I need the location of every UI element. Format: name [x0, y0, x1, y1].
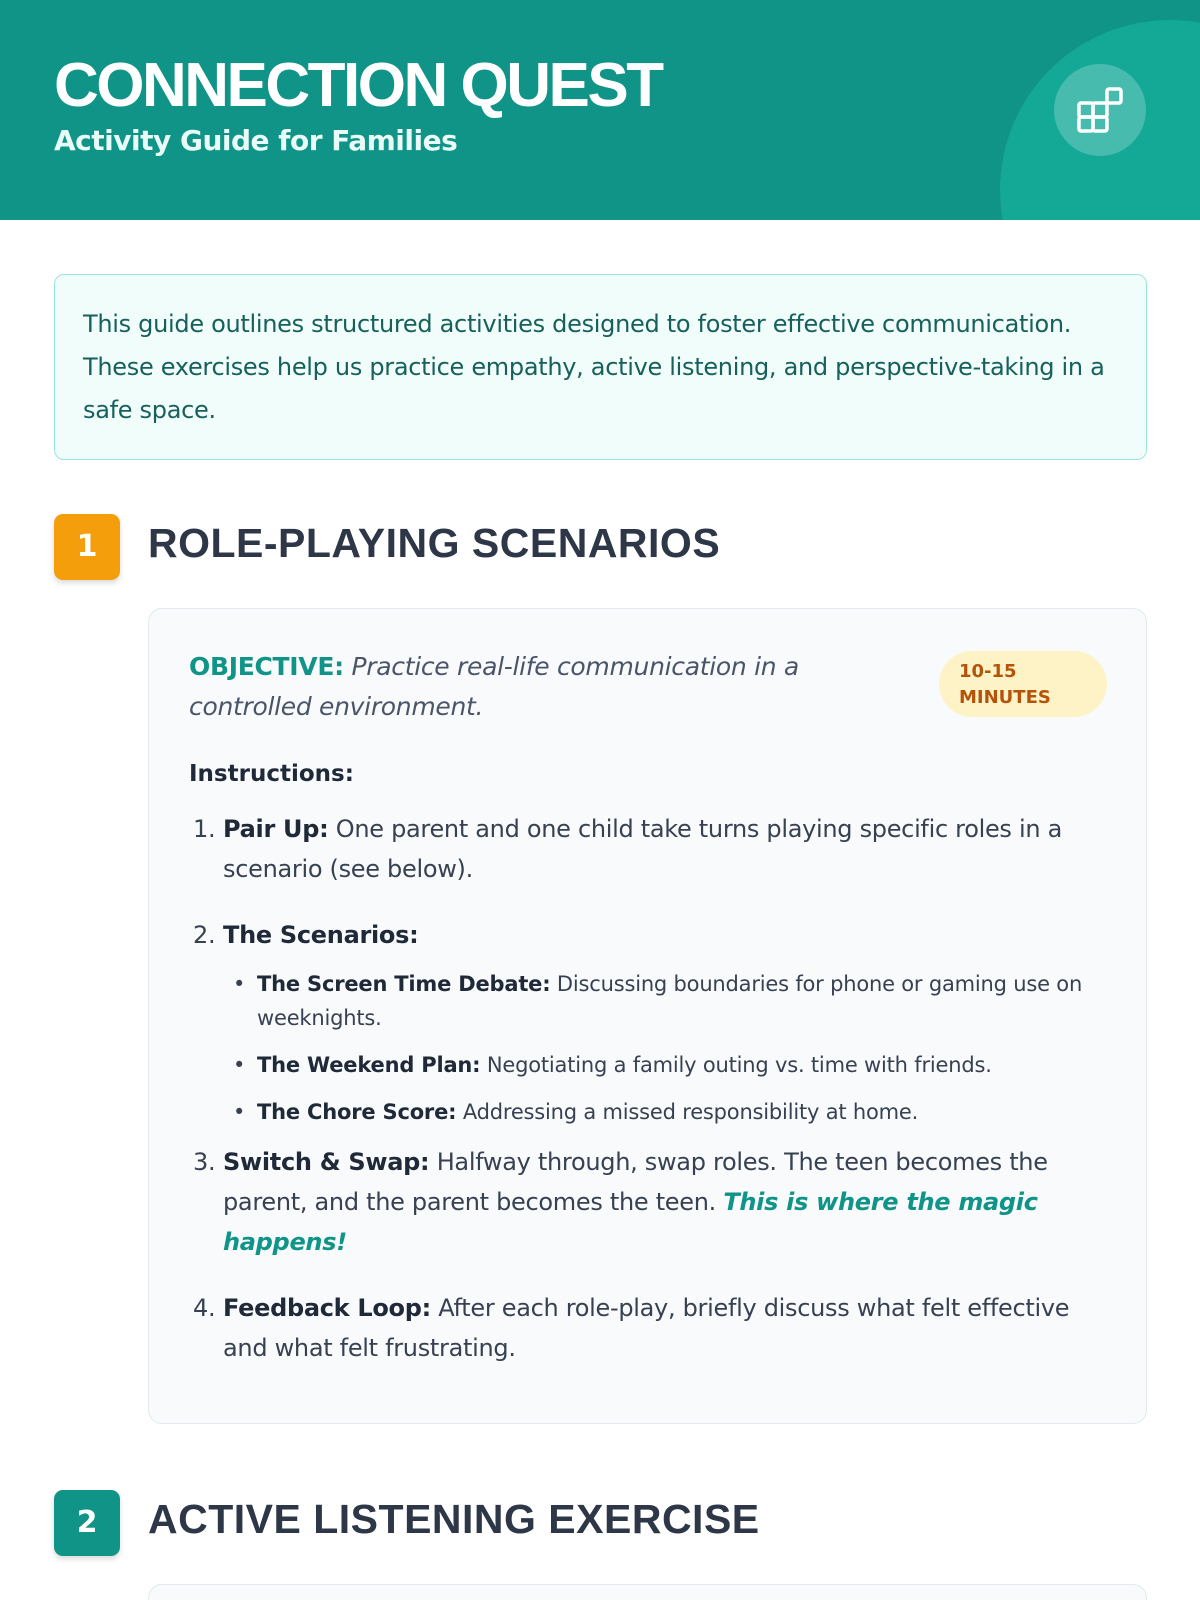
duration-badge — [939, 651, 1107, 717]
step-highlight: This is where the magic happens! — [223, 1188, 1038, 1256]
step-title: Switch & Swap: — [223, 1148, 430, 1176]
objective-text: Practice real-life communication in a controlled environment. — [189, 652, 799, 721]
bullet-icon: • — [233, 1053, 246, 1077]
bullet-icon: • — [233, 972, 246, 996]
scenario-title: The Chore Score: — [257, 1100, 457, 1124]
instruction-steps — [189, 809, 1089, 1368]
scenario-text: Discussing boundaries for phone or gaming use on weeknights. — [257, 972, 1083, 1030]
intro-text: This guide outlines structured activities designed to foster effective communication. These exercises help us practice empathy, active listening, and perspective-taking in a safe space. — [83, 310, 1105, 424]
scenario-text: Addressing a missed responsibility at home. — [462, 1100, 919, 1124]
step-2 — [189, 915, 1089, 1129]
section-1-number-badge: 1 — [54, 514, 120, 580]
step-text: Halfway through, swap roles. The teen becomes the parent, and the parent becomes the teen. — [223, 1148, 1048, 1216]
step-number: 4. — [193, 1294, 216, 1322]
step-title: Pair Up: — [223, 815, 329, 843]
step-title: The Scenarios: — [223, 921, 419, 949]
page-title: CONNECTION QUEST — [54, 51, 662, 120]
step-text: After each role-play, briefly discuss what felt effective and what felt frustrating. — [223, 1294, 1070, 1362]
duration-value: 10-15 — [959, 661, 1017, 682]
scenario-item — [223, 1095, 1089, 1129]
section-1-card — [148, 608, 1147, 1424]
step-number: 1. — [193, 815, 216, 843]
step-number: 3. — [193, 1148, 216, 1176]
objective — [189, 647, 909, 727]
section-1-title: ROLE-PLAYING SCENARIOS — [148, 520, 721, 566]
widgets-icon — [1054, 64, 1146, 156]
scenario-list — [223, 967, 1089, 1129]
scenario-item — [223, 1048, 1089, 1082]
step-4 — [189, 1288, 1089, 1368]
objective-label: OBJECTIVE: — [189, 652, 344, 681]
step-text: One parent and one child take turns playing specific roles in a scenario (see below). — [223, 815, 1062, 883]
page-subtitle: Activity Guide for Families — [54, 124, 458, 157]
intro-box — [54, 274, 1147, 460]
section-2-number-badge: 2 — [54, 1490, 120, 1556]
scenario-text: Negotiating a family outing vs. time with friends. — [486, 1053, 992, 1077]
scenario-title: The Weekend Plan: — [257, 1053, 481, 1077]
page-header — [0, 0, 1200, 220]
step-1 — [189, 809, 1089, 889]
instructions-label: Instructions: — [189, 761, 354, 787]
step-title: Feedback Loop: — [223, 1294, 431, 1322]
scenario-item — [223, 967, 1089, 1035]
section-2-card — [148, 1584, 1147, 1600]
section-2-title: ACTIVE LISTENING EXERCISE — [148, 1496, 760, 1542]
duration-unit: MINUTES — [959, 687, 1051, 708]
step-3 — [189, 1142, 1089, 1262]
step-number: 2. — [193, 921, 216, 949]
bullet-icon: • — [233, 1100, 246, 1124]
scenario-title: The Screen Time Debate: — [257, 972, 551, 996]
